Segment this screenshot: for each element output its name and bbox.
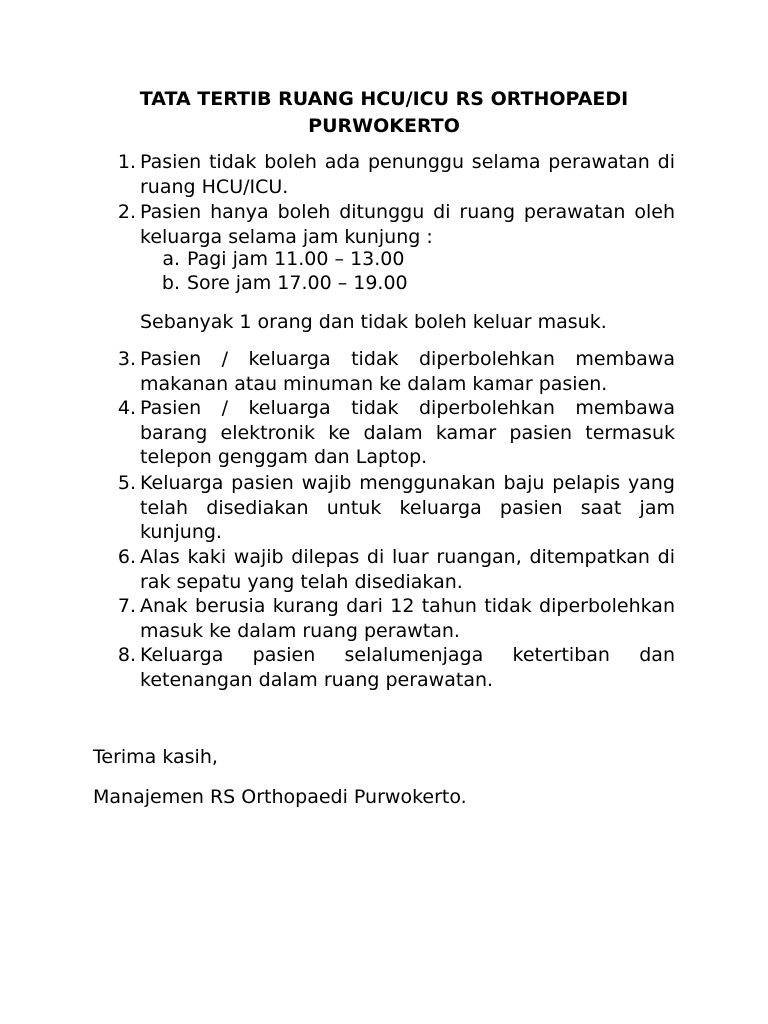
rule-number: 8. <box>117 644 136 666</box>
rule-number: 1. <box>117 151 136 173</box>
rule-text: Keluarga pasien wajib menggunakan baju pelapis yang telah disediakan untuk keluarga pasien saat jam kunjung. <box>140 472 675 543</box>
visiting-hours-text: Sore jam 17.00 – 19.00 <box>187 272 408 294</box>
rule-text: Pasien / keluarga tidak diperbolehkan membawa makanan atau minuman ke dalam kamar pasien. <box>140 348 675 395</box>
closing-thanks: Terima kasih, <box>93 746 218 768</box>
visiting-hours-label: b. <box>161 272 180 294</box>
rule-text: Pasien hanya boleh ditunggu di ruang perawatan oleh keluarga selama jam kunjung : <box>140 201 675 248</box>
rule-number: 4. <box>117 397 136 419</box>
rule-text: Pasien tidak boleh ada penunggu selama perawatan di ruang HCU/ICU. <box>140 151 675 198</box>
rule-number: 7. <box>117 595 136 617</box>
rule-number: 6. <box>117 546 136 568</box>
rule-text: Keluarga pasien selalumenjaga ketertiban dan ketenangan dalam ruang perawatan. <box>140 644 675 691</box>
visitor-note: Sebanyak 1 orang dan tidak boleh keluar masuk. <box>140 311 607 333</box>
rule-number: 5. <box>117 472 136 494</box>
rule-text: Anak berusia kurang dari 12 tahun tidak diperbolehkan masuk ke dalam ruang perawtan. <box>140 595 675 642</box>
rule-text: Alas kaki wajib dilepas di luar ruangan, ditempatkan di rak sepatu yang telah disediakan. <box>140 546 675 593</box>
rule-number: 2. <box>117 201 136 223</box>
visiting-hours-text: Pagi jam 11.00 – 13.00 <box>187 248 405 270</box>
rule-text: Pasien / keluarga tidak diperbolehkan membawa barang elektronik ke dalam kamar pasien termasuk telepon genggam dan Laptop. <box>140 397 675 468</box>
rule-number: 3. <box>117 348 136 370</box>
closing-signature: Manajemen RS Orthopaedi Purwokerto. <box>93 786 467 808</box>
visiting-hours-label: a. <box>162 248 180 270</box>
document-title: TATA TERTIB RUANG HCU/ICU RS ORTHOPAEDI PURWOKERTO <box>139 88 629 137</box>
